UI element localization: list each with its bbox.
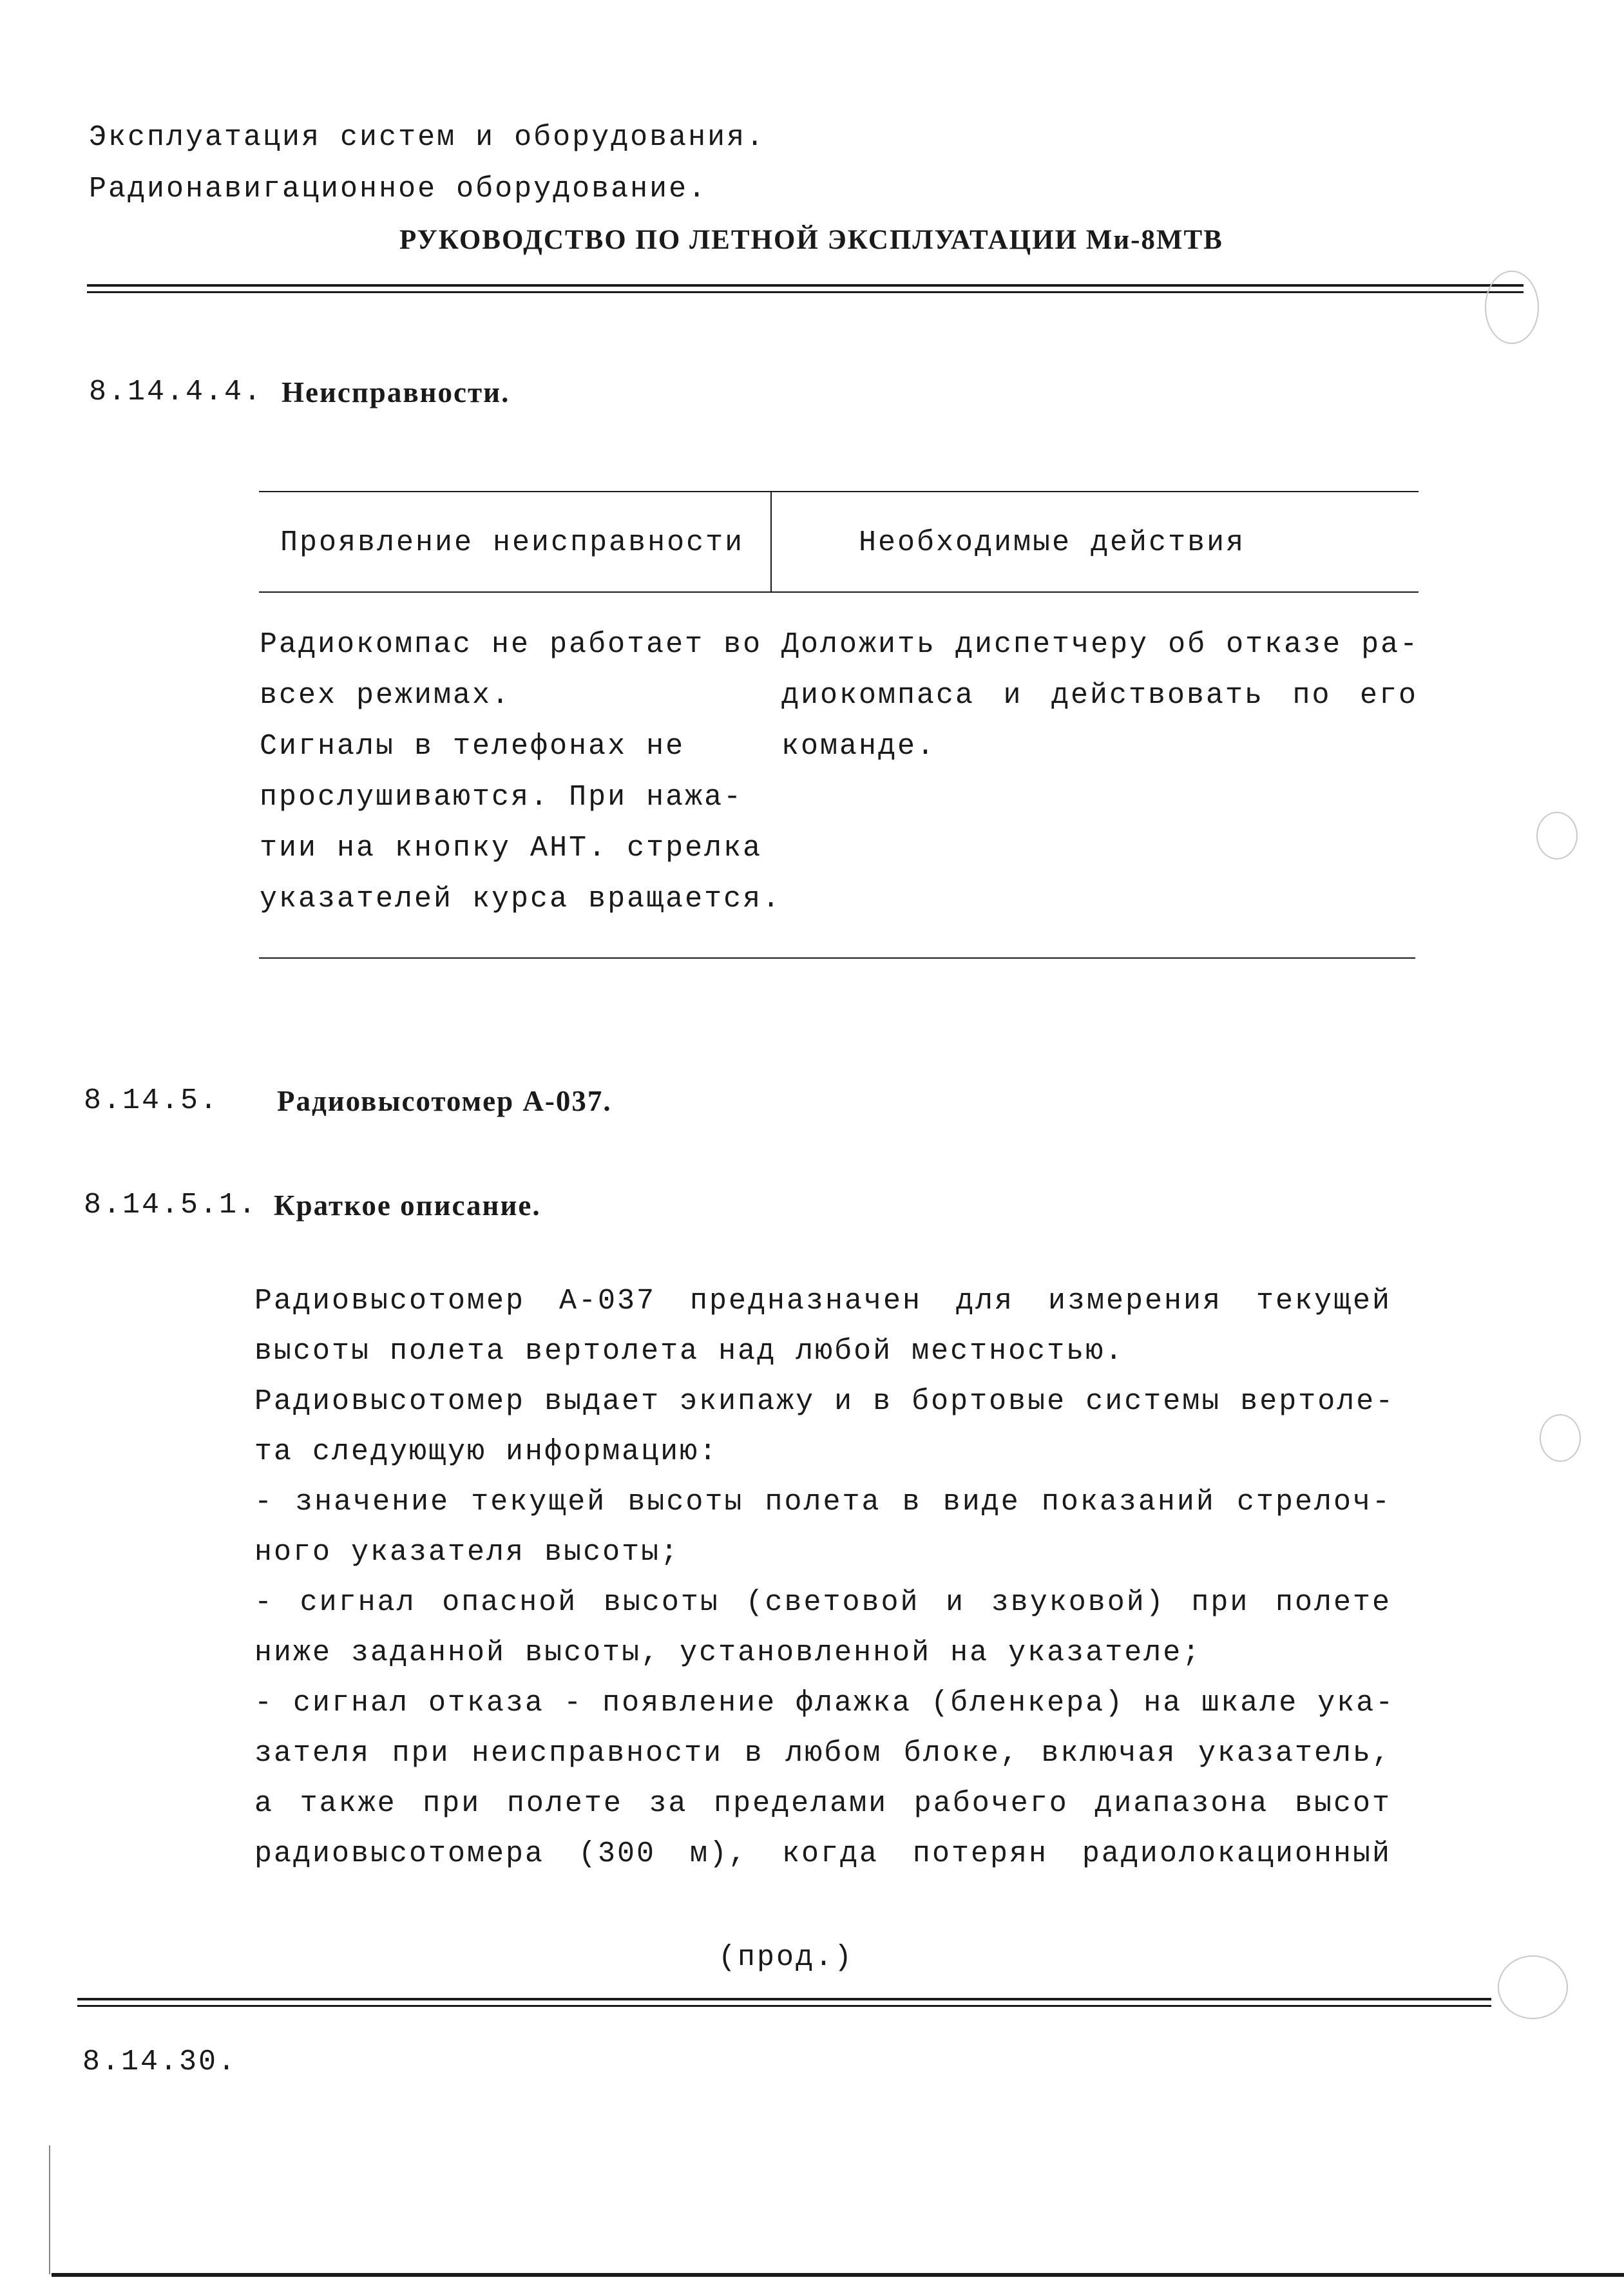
footer-double-rule-top (77, 1998, 1491, 2000)
body-line: ного указателя высоты; (254, 1536, 680, 1569)
body-line: Радиовысотомер А-037 предназначен для измерения текущей (254, 1285, 1391, 1318)
punch-hole-mark (1536, 812, 1578, 859)
manual-title: РУКОВОДСТВО ПО ЛЕТНОЙ ЭКСПЛУАТАЦИИ Ми-8МТВ (399, 225, 1223, 255)
body-line: зателя при неисправности в любом блоке, включая указатель, (254, 1737, 1391, 1770)
subsection-number: 8.14.5.1. (84, 1189, 258, 1222)
body-line: а также при полете за пределами рабочего диапазона высот (254, 1787, 1391, 1820)
body-line: высоты полета вертолета над любой местностью. (254, 1335, 1125, 1368)
symptom-line: Радиокомпас не работает во (260, 628, 763, 661)
punch-hole-mark (1498, 1955, 1568, 2019)
body-line: ниже заданной высоты, установленной на указателе; (254, 1636, 1202, 1669)
header-double-rule-top (87, 284, 1524, 287)
section-title: Радиовысотомер А-037. (277, 1085, 612, 1117)
continued-label: (прод.) (718, 1941, 854, 1974)
column-header-symptom: Проявление неисправности (280, 526, 745, 559)
table-header-divider (770, 491, 772, 593)
body-line: та следующую информацию: (254, 1435, 719, 1468)
table-top-rule (259, 491, 1419, 492)
body-line: - сигнал опасной высоты (световой и звуковой) при полете (254, 1586, 1391, 1619)
page-number: 8.14.30. (82, 2046, 238, 2078)
faults-section-number: 8.14.4.4. (89, 376, 263, 408)
action-line: диокомпаса и действовать по его (781, 679, 1418, 712)
symptom-line: Сигналы в телефонах не (260, 730, 685, 763)
punch-hole-mark (1540, 1414, 1581, 1462)
symptom-line: тии на кнопку АНТ. стрелка (260, 832, 763, 865)
body-line: Радиовысотомер выдает экипажу и в бортовые системы вертоле- (254, 1385, 1395, 1418)
header-line-1: Эксплуатация систем и оборудования. (89, 121, 766, 154)
section-number: 8.14.5. (84, 1084, 220, 1117)
column-header-action: Необходимые действия (859, 526, 1246, 559)
scan-left-edge (49, 2145, 50, 2274)
action-line: Доложить диспетчеру об отказе ра- (781, 628, 1420, 661)
subsection-title: Краткое описание. (274, 1189, 541, 1222)
symptom-line: указателей курса вращается. (260, 883, 782, 916)
body-line: - значение текущей высоты полета в виде показаний стрелоч- (254, 1486, 1391, 1519)
table-header-rule (259, 591, 1419, 593)
header-line-2: Радионавигационное оборудование. (89, 173, 708, 206)
table-bottom-rule (259, 957, 1415, 959)
body-line: - сигнал отказа - появление флажка (бленкера) на шкале ука- (254, 1687, 1395, 1720)
footer-double-rule-bottom (77, 2005, 1491, 2007)
punch-hole-mark (1485, 271, 1539, 344)
symptom-line: прослушиваются. При нажа- (260, 781, 743, 814)
body-line: радиовысотомера (300 м), когда потерян радиолокационный (254, 1837, 1391, 1870)
scan-bottom-edge (52, 2273, 1624, 2277)
header-double-rule-bottom (87, 291, 1524, 293)
symptom-line: всех режимах. (260, 679, 511, 712)
faults-section-title: Неисправности. (282, 376, 510, 408)
action-line: команде. (781, 730, 937, 763)
